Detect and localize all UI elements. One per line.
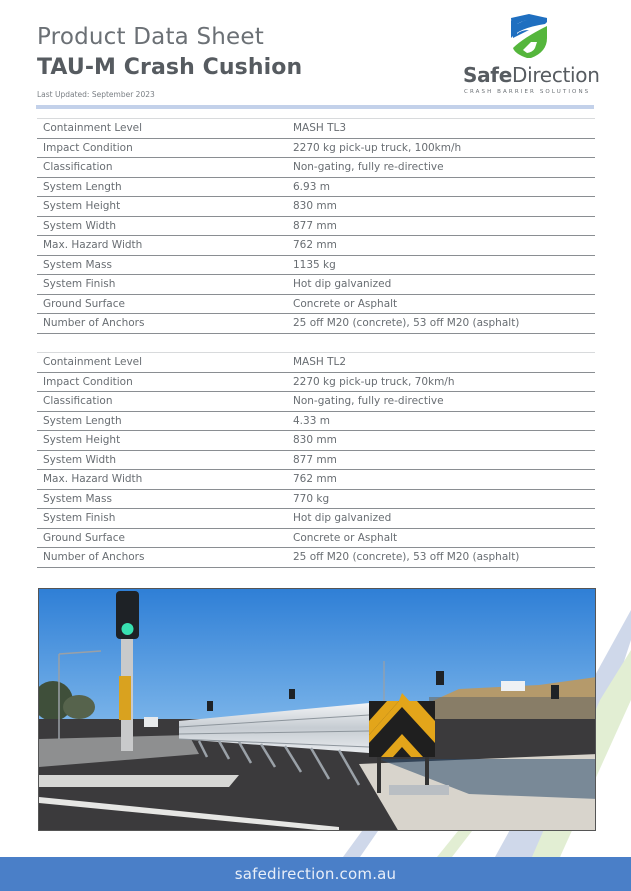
spec-label: System Finish — [43, 278, 116, 291]
spec-label: Ground Surface — [43, 297, 125, 310]
spec-value: 1135 kg — [293, 258, 336, 271]
shield-road-icon — [507, 12, 551, 60]
spec-value: 762 mm — [293, 239, 337, 252]
crosswalk — [39, 775, 239, 787]
spec-row — [37, 158, 595, 178]
spec-value: 25 off M20 (concrete), 53 off M20 (asphalt) — [293, 551, 520, 564]
stripe-green-low — [437, 831, 472, 857]
document-title: Product Data Sheet — [37, 24, 264, 50]
logo-wordmark: SafeDirection — [463, 63, 600, 87]
last-updated: Last Updated: September 2023 — [37, 90, 155, 99]
spec-row — [37, 138, 595, 158]
spec-label: Ground Surface — [43, 531, 125, 544]
spec-value: Non-gating, fully re-directive — [293, 395, 444, 408]
footer-bar — [0, 857, 631, 891]
spec-row — [37, 255, 595, 275]
spec-row — [37, 450, 595, 470]
product-photo-illustration — [39, 589, 596, 831]
spec-label: Containment Level — [43, 122, 143, 135]
company-logo[interactable] — [462, 10, 600, 100]
spec-value: 877 mm — [293, 453, 337, 466]
spec-value: Concrete or Asphalt — [293, 297, 398, 310]
spec-row — [37, 431, 595, 451]
spec-value: 770 kg — [293, 492, 330, 505]
spec-value: 830 mm — [293, 200, 337, 213]
spec-value: 877 mm — [293, 219, 337, 232]
spec-label: Number of Anchors — [43, 551, 145, 564]
spec-row — [37, 197, 595, 217]
spec-value: 4.33 m — [293, 414, 330, 427]
spec-table-tl3 — [37, 118, 595, 334]
spec-label: Max. Hazard Width — [43, 239, 143, 252]
spec-label: System Length — [43, 180, 122, 193]
spec-row — [37, 548, 595, 568]
spec-label: System Finish — [43, 512, 116, 525]
spec-row — [37, 216, 595, 236]
spec-value: Non-gating, fully re-directive — [293, 161, 444, 174]
product-name: TAU-M Crash Cushion — [37, 55, 303, 80]
spec-table-tl2 — [37, 352, 595, 568]
website-link[interactable]: safedirection.com.au — [234, 865, 397, 883]
spec-value: 25 off M20 (concrete), 53 off M20 (asphalt) — [293, 317, 520, 330]
spec-value: 6.93 m — [293, 180, 330, 193]
spec-label: System Mass — [43, 258, 112, 271]
spec-label: Impact Condition — [43, 141, 133, 154]
spec-row — [37, 528, 595, 548]
spec-row — [37, 119, 595, 139]
spec-row — [37, 372, 595, 392]
spec-label: System Height — [43, 200, 121, 213]
spec-label: System Width — [43, 219, 116, 232]
spec-row — [37, 392, 595, 412]
spec-row — [37, 236, 595, 256]
spec-value: MASH TL2 — [293, 356, 347, 369]
spec-row — [37, 177, 595, 197]
fence — [429, 697, 596, 719]
spec-label: Classification — [43, 395, 113, 408]
spec-label: System Mass — [43, 492, 112, 505]
spec-value: Concrete or Asphalt — [293, 531, 398, 544]
spec-row — [37, 411, 595, 431]
spec-value: Hot dip galvanized — [293, 512, 392, 525]
spec-row — [37, 353, 595, 373]
spec-label: Max. Hazard Width — [43, 473, 143, 486]
product-photo — [38, 588, 596, 831]
spec-label: System Width — [43, 453, 116, 466]
header-divider — [36, 105, 594, 109]
spec-label: Impact Condition — [43, 375, 133, 388]
spec-value: 2270 kg pick-up truck, 100km/h — [293, 141, 462, 154]
spec-label: Number of Anchors — [43, 317, 145, 330]
logo-tagline: CRASH BARRIER SOLUTIONS — [464, 89, 591, 95]
spec-row — [37, 314, 595, 334]
spec-value: 762 mm — [293, 473, 337, 486]
spec-row — [37, 509, 595, 529]
spec-value: 830 mm — [293, 434, 337, 447]
spec-value: MASH TL3 — [293, 122, 347, 135]
spec-row — [37, 294, 595, 314]
spec-label: Containment Level — [43, 356, 143, 369]
spec-row — [37, 489, 595, 509]
spec-label: Classification — [43, 161, 113, 174]
spec-row — [37, 470, 595, 490]
spec-row — [37, 275, 595, 295]
stripe-blue-low — [343, 831, 378, 857]
spec-value: Hot dip galvanized — [293, 278, 392, 291]
spec-value: 2270 kg pick-up truck, 70km/h — [293, 375, 455, 388]
spec-label: System Length — [43, 414, 122, 427]
spec-label: System Height — [43, 434, 121, 447]
